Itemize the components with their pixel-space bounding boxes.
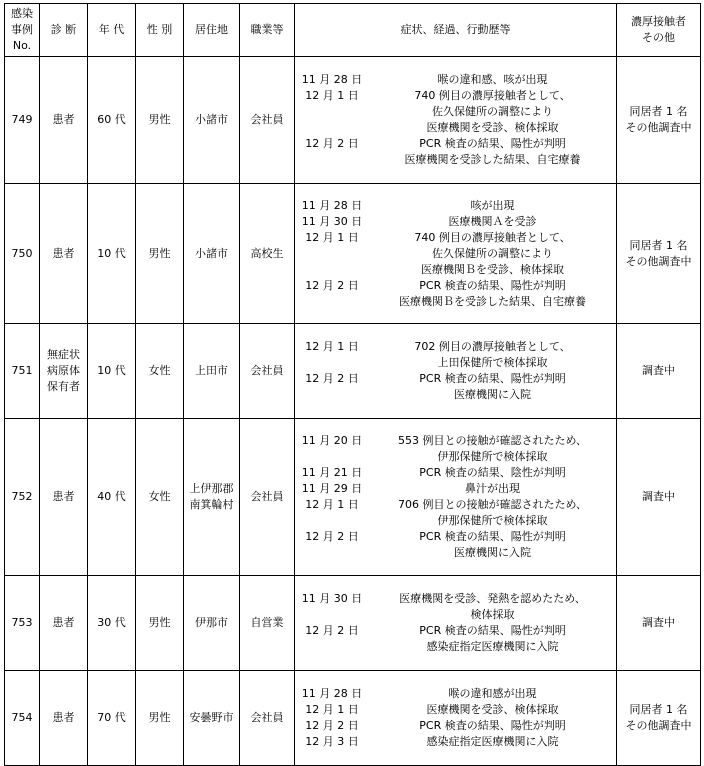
occupation: 自営業 bbox=[240, 576, 295, 671]
event-line bbox=[295, 136, 616, 152]
event-line bbox=[295, 591, 616, 607]
event-history bbox=[295, 419, 617, 576]
event-text: PCR 検査の結果、陽性が判明 bbox=[419, 624, 566, 637]
event-date: 12 月 1 日 bbox=[305, 340, 359, 353]
event-text: 740 例目の濃厚接触者として、 bbox=[414, 89, 571, 102]
event-line bbox=[295, 529, 616, 545]
event-date: 11 月 20 日 bbox=[301, 434, 363, 447]
event-text: 医療機関に入院 bbox=[454, 546, 531, 559]
event-date: 12 月 2 日 bbox=[305, 278, 359, 292]
age-group: 40 代 bbox=[88, 419, 136, 576]
contacts bbox=[617, 57, 701, 184]
residence-line: 小諸市 bbox=[195, 246, 228, 260]
header-occupation: 職業等 bbox=[240, 4, 295, 57]
event-line bbox=[295, 198, 616, 214]
sex: 男性 bbox=[136, 576, 184, 671]
event-line bbox=[295, 104, 616, 120]
event-history bbox=[295, 671, 617, 766]
contacts-line: 調査中 bbox=[642, 490, 675, 503]
case-rows bbox=[5, 57, 701, 766]
case-row bbox=[5, 419, 701, 576]
sex: 男性 bbox=[136, 184, 184, 324]
residence bbox=[184, 57, 240, 184]
event-text: 鼻汁が出現 bbox=[465, 482, 520, 495]
event-date bbox=[295, 246, 369, 262]
diagnosis-line: 病原体 bbox=[47, 364, 80, 377]
event-history bbox=[295, 324, 617, 419]
header-contacts: 濃厚接触者 その他 bbox=[617, 4, 701, 57]
event-date: 11 月 28 日 bbox=[301, 73, 363, 86]
event-date: 11 月 30 日 bbox=[301, 214, 363, 228]
age-group: 60 代 bbox=[88, 57, 136, 184]
contacts-line: その他調査中 bbox=[625, 121, 692, 134]
event-date bbox=[295, 449, 369, 465]
residence-line: 南箕輪村 bbox=[189, 498, 234, 511]
event-date bbox=[295, 545, 369, 561]
event-date: 11 月 30 日 bbox=[301, 592, 363, 605]
event-line bbox=[295, 120, 616, 136]
event-date bbox=[295, 104, 369, 120]
event-date bbox=[295, 152, 369, 168]
event-date bbox=[295, 262, 369, 278]
event-line bbox=[295, 513, 616, 529]
residence bbox=[184, 184, 240, 324]
event-date: 12 月 2 日 bbox=[305, 137, 359, 150]
event-date bbox=[295, 607, 369, 623]
header-age: 年 代 bbox=[88, 4, 136, 57]
event-line bbox=[295, 387, 616, 403]
header-diagnosis: 診 断 bbox=[40, 4, 88, 57]
case-row bbox=[5, 184, 701, 324]
event-line bbox=[295, 718, 616, 734]
case-number: 749 bbox=[5, 57, 40, 184]
event-date: 12 月 2 日 bbox=[305, 530, 359, 543]
event-date: 12 月 2 日 bbox=[305, 719, 359, 732]
event-text: PCR 検査の結果、陽性が判明 bbox=[419, 719, 566, 732]
contacts-line: その他調査中 bbox=[625, 254, 692, 268]
event-line bbox=[295, 465, 616, 481]
header-row bbox=[5, 4, 701, 57]
event-text: 医療機関を受診した結果、自宅療養 bbox=[404, 153, 581, 166]
residence-line: 伊那市 bbox=[195, 616, 228, 629]
event-line bbox=[295, 72, 616, 88]
event-text: 上田保健所で検体採取 bbox=[437, 356, 548, 369]
event-history bbox=[295, 184, 617, 324]
event-line bbox=[295, 278, 616, 294]
case-number: 751 bbox=[5, 324, 40, 419]
contacts-line: 調査中 bbox=[642, 364, 675, 377]
contacts bbox=[617, 184, 701, 324]
event-text: 医療機関Ｂを受診、検体採取 bbox=[421, 262, 564, 276]
age-group: 70 代 bbox=[88, 671, 136, 766]
contacts-line: その他調査中 bbox=[625, 719, 692, 732]
event-line bbox=[295, 294, 616, 310]
event-line bbox=[295, 734, 616, 750]
event-text: 佐久保健所の調整により bbox=[432, 246, 553, 260]
event-text: PCR 検査の結果、陽性が判明 bbox=[419, 278, 566, 292]
diagnosis bbox=[40, 184, 88, 324]
event-text: 医療機関Ａを受診 bbox=[448, 214, 537, 228]
event-line bbox=[295, 481, 616, 497]
event-text: 553 例目との接触が確認されたため、 bbox=[397, 434, 588, 447]
event-date: 12 月 1 日 bbox=[305, 230, 359, 244]
case-number: 750 bbox=[5, 184, 40, 324]
event-line bbox=[295, 433, 616, 449]
event-line bbox=[295, 639, 616, 655]
case-table bbox=[4, 3, 701, 766]
sex: 男性 bbox=[136, 57, 184, 184]
event-text: 706 例目との接触が確認されたため、 bbox=[397, 498, 588, 511]
sex: 男性 bbox=[136, 671, 184, 766]
residence-line: 小諸市 bbox=[195, 113, 228, 126]
header-residence: 居住地 bbox=[184, 4, 240, 57]
event-line bbox=[295, 339, 616, 355]
contacts bbox=[617, 419, 701, 576]
event-text: 702 例目の濃厚接触者として、 bbox=[414, 340, 571, 353]
event-date bbox=[295, 294, 369, 310]
event-line bbox=[295, 152, 616, 168]
event-line bbox=[295, 545, 616, 561]
event-date bbox=[295, 513, 369, 529]
age-group: 10 代 bbox=[88, 184, 136, 324]
residence-line: 上伊那郡 bbox=[189, 482, 234, 495]
contacts-line: 調査中 bbox=[642, 616, 675, 629]
residence bbox=[184, 324, 240, 419]
residence bbox=[184, 419, 240, 576]
event-line bbox=[295, 355, 616, 371]
occupation: 高校生 bbox=[240, 184, 295, 324]
event-line bbox=[295, 623, 616, 639]
occupation: 会社員 bbox=[240, 324, 295, 419]
event-line bbox=[295, 702, 616, 718]
event-history bbox=[295, 576, 617, 671]
event-text: 740 例目の濃厚接触者として、 bbox=[414, 230, 571, 244]
contacts-line: 同居者 1 名 bbox=[629, 703, 688, 716]
event-date: 12 月 2 日 bbox=[305, 624, 359, 637]
event-text: 伊那保健所で検体採取 bbox=[437, 514, 548, 527]
case-row bbox=[5, 576, 701, 671]
event-text: PCR 検査の結果、陽性が判明 bbox=[419, 530, 566, 543]
age-group: 30 代 bbox=[88, 576, 136, 671]
event-date: 12 月 1 日 bbox=[305, 498, 359, 511]
event-text: 医療機関を受診、発熱を認めたため、 bbox=[399, 592, 586, 605]
contacts bbox=[617, 576, 701, 671]
event-text: 喉の違和感、咳が出現 bbox=[437, 73, 548, 86]
event-text: 検体採取 bbox=[470, 608, 515, 621]
event-date: 12 月 2 日 bbox=[305, 372, 359, 385]
age-group: 10 代 bbox=[88, 324, 136, 419]
contacts bbox=[617, 324, 701, 419]
event-line bbox=[295, 214, 616, 230]
event-history bbox=[295, 57, 617, 184]
diagnosis-line: 患者 bbox=[52, 490, 75, 503]
event-date: 12 月 3 日 bbox=[305, 735, 359, 748]
occupation: 会社員 bbox=[240, 57, 295, 184]
residence bbox=[184, 576, 240, 671]
event-text: PCR 検査の結果、陰性が判明 bbox=[419, 466, 566, 479]
case-number: 752 bbox=[5, 419, 40, 576]
sex: 女性 bbox=[136, 419, 184, 576]
event-text: 医療機関に入院 bbox=[454, 388, 531, 401]
event-line bbox=[295, 371, 616, 387]
occupation: 会社員 bbox=[240, 671, 295, 766]
event-line bbox=[295, 686, 616, 702]
diagnosis-line: 患者 bbox=[52, 113, 75, 126]
case-number: 754 bbox=[5, 671, 40, 766]
event-date bbox=[295, 387, 369, 403]
event-text: PCR 検査の結果、陽性が判明 bbox=[419, 372, 566, 385]
event-date: 11 月 28 日 bbox=[301, 198, 363, 212]
header-case-no: 感染 事例 No. bbox=[5, 4, 40, 57]
diagnosis bbox=[40, 419, 88, 576]
event-text: 喉の違和感が出現 bbox=[448, 687, 537, 700]
event-line bbox=[295, 607, 616, 623]
event-text: 医療機関を受診、検体採取 bbox=[426, 703, 559, 716]
diagnosis bbox=[40, 576, 88, 671]
diagnosis bbox=[40, 671, 88, 766]
event-date: 12 月 1 日 bbox=[305, 703, 359, 716]
event-line bbox=[295, 88, 616, 104]
event-line bbox=[295, 262, 616, 278]
residence-line: 安曇野市 bbox=[189, 711, 234, 724]
diagnosis-line: 患者 bbox=[52, 711, 75, 724]
sex: 女性 bbox=[136, 324, 184, 419]
event-line bbox=[295, 230, 616, 246]
diagnosis bbox=[40, 324, 88, 419]
event-date bbox=[295, 355, 369, 371]
contacts-line: 同居者 1 名 bbox=[629, 238, 688, 252]
header-events: 症状、経過、行動歴等 bbox=[295, 4, 617, 57]
event-date: 11 月 28 日 bbox=[301, 687, 363, 700]
contacts bbox=[617, 671, 701, 766]
event-text: 医療機関を受診、検体採取 bbox=[426, 121, 559, 134]
case-row bbox=[5, 57, 701, 184]
case-row bbox=[5, 324, 701, 419]
diagnosis-line: 保有者 bbox=[47, 380, 80, 393]
event-text: 感染症指定医療機関に入院 bbox=[426, 735, 559, 748]
occupation: 会社員 bbox=[240, 419, 295, 576]
event-date: 11 月 21 日 bbox=[301, 466, 363, 479]
event-line bbox=[295, 246, 616, 262]
residence bbox=[184, 671, 240, 766]
event-text: PCR 検査の結果、陽性が判明 bbox=[419, 137, 566, 150]
event-text: 感染症指定医療機関に入院 bbox=[426, 640, 559, 653]
event-date: 11 月 29 日 bbox=[301, 482, 363, 495]
diagnosis-line: 患者 bbox=[52, 246, 75, 260]
residence-line: 上田市 bbox=[195, 364, 228, 377]
contacts-line: 同居者 1 名 bbox=[629, 105, 688, 118]
diagnosis-line: 患者 bbox=[52, 616, 75, 629]
diagnosis-line: 無症状 bbox=[47, 348, 80, 361]
event-text: 咳が出現 bbox=[470, 198, 515, 212]
event-line bbox=[295, 497, 616, 513]
case-number: 753 bbox=[5, 576, 40, 671]
event-date: 12 月 1 日 bbox=[305, 89, 359, 102]
event-date bbox=[295, 120, 369, 136]
event-text: 医療機関Ｂを受診した結果、自宅療養 bbox=[399, 294, 586, 308]
header-sex: 性 別 bbox=[136, 4, 184, 57]
event-line bbox=[295, 449, 616, 465]
case-row bbox=[5, 671, 701, 766]
diagnosis bbox=[40, 57, 88, 184]
event-date bbox=[295, 639, 369, 655]
event-text: 佐久保健所の調整により bbox=[432, 105, 553, 118]
event-text: 伊那保健所で検体採取 bbox=[437, 450, 548, 463]
